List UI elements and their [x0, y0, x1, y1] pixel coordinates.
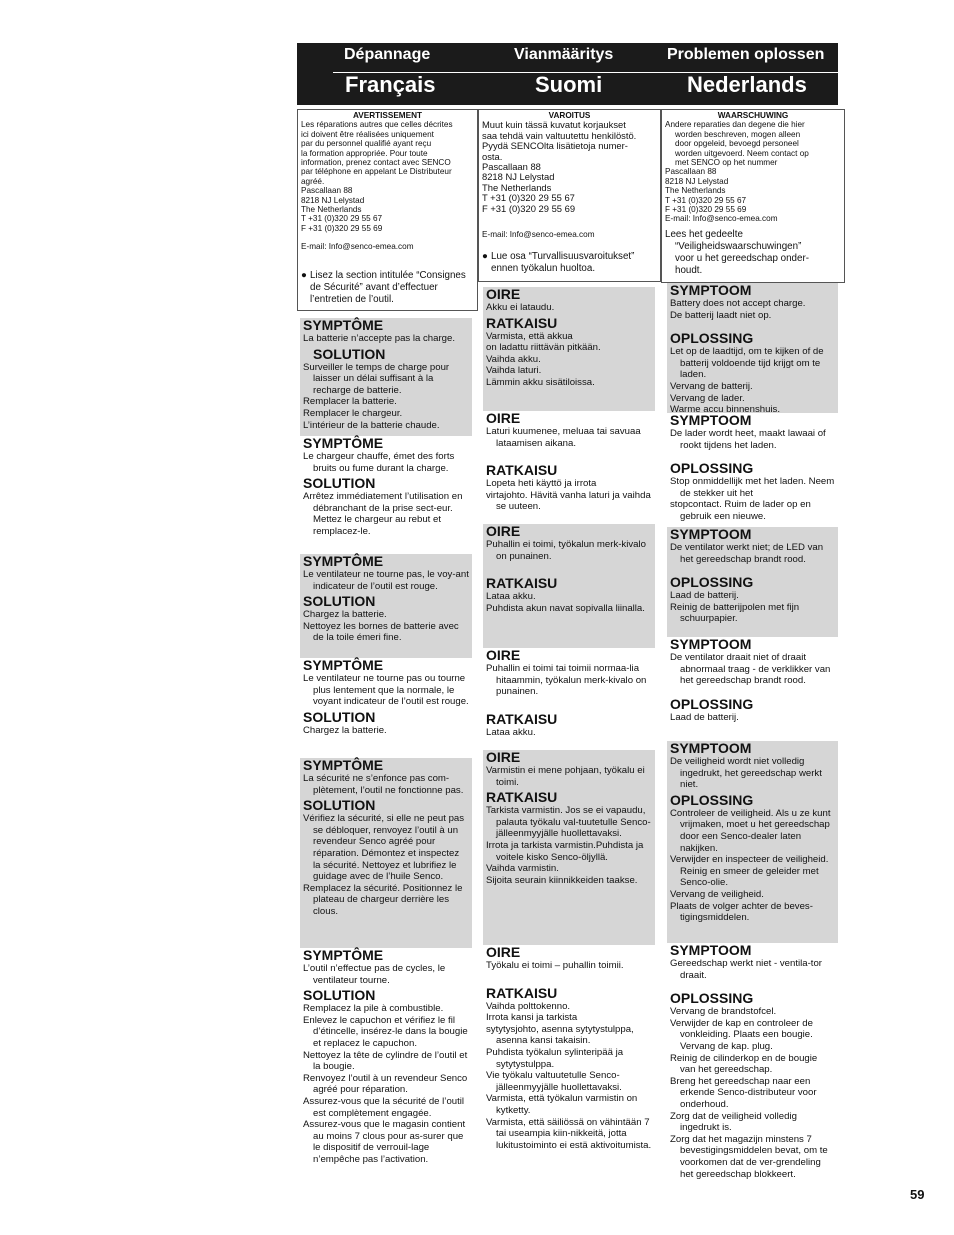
troubleshooting-entry	[667, 527, 838, 637]
warning-email: E-mail: Info@senco-emea.com	[482, 230, 595, 240]
troubleshooting-entry	[667, 282, 838, 416]
warning-line: Andere reparaties dan degene die hier	[665, 120, 805, 130]
symptom-text: Le ventilateur ne tourne pas, le voy-ant indicateur de l’outil est rouge.	[303, 569, 469, 592]
solution-heading: SOLUTION	[303, 593, 376, 610]
symptom-text: La sécurité ne s’enfonce pas com-plètement, l’outil ne fonctionne pas.	[303, 773, 464, 796]
solution-text: Plaats de volger achter de beves-tigingsmiddelen.	[670, 900, 813, 924]
warning-line: la formation appropriée. Pour toute	[301, 148, 428, 158]
solution-text: Reinig de cilinderkop en de bougie van het gereedschap.	[670, 1052, 818, 1076]
symptom-heading: OIRE	[486, 944, 521, 960]
warning-line: par téléphone en appelant Le Distributeur	[301, 167, 452, 177]
language-title-fi: Suomi	[535, 72, 603, 97]
page-header-bar	[297, 43, 838, 105]
solution-text: Lataa akku.	[486, 591, 536, 603]
troubleshooting-entry	[300, 318, 472, 436]
warning-line: osta.	[482, 150, 503, 162]
solution-text: Nettoyez la tête de cylindre de l’outil et la bougie.	[303, 1049, 468, 1073]
solution-text: L’intérieur de la batterie chaude.	[303, 419, 440, 431]
warning-line: 8218 NJ Lelystad	[665, 176, 729, 186]
solution-text: Warme accu binnenshuis.	[670, 404, 781, 416]
warning-line: F +31 (0)320 29 55 69	[301, 223, 383, 233]
symptom-text: De ventilator draait niet of draait abnormaal traag - de verklikker van het gereedschap brandt rood.	[670, 652, 831, 687]
symptom-text: Puhallin ei toimi tai toimii normaa-lia hitaammin, työkalun merk-kivalo on punainen.	[486, 663, 647, 698]
warning-email: E-mail: Info@senco-emea.com	[301, 242, 414, 252]
solution-text: Let op de laadtijd, om te kijken of de batterij voldoende tijd krijgt om te laden.	[670, 346, 824, 381]
troubleshooting-entry	[667, 741, 838, 943]
troubleshooting-entry	[483, 945, 655, 1195]
warning-line: par du personnel qualifié ayant reçu	[301, 139, 432, 149]
solution-text: Varmista, että akkua	[486, 330, 573, 342]
troubleshooting-entry	[300, 658, 472, 758]
solution-text: Vie työkalu valtuutetulle Senco-jälleenmyyjälle huollettavaksi.	[486, 1070, 622, 1093]
troubleshooting-entry	[483, 287, 655, 411]
solution-heading: SOLUTION	[303, 475, 376, 492]
symptom-heading: SYMPTOOM	[670, 740, 752, 756]
solution-text: Breng het gereedschap naar een erkende Senco-distributeur voor onderhoud.	[670, 1075, 817, 1110]
solution-text: Reinig de batterijpolen met fijn schuurpapier.	[670, 601, 800, 625]
solution-text: Controleer de veiligheid. Als u ze kunt vrijmaken, moet u het gereedschap door een Senco-dealer laten nakijken.	[670, 807, 831, 854]
section-title-nl: Problemen oplossen	[667, 46, 825, 63]
language-title-fr: Français	[345, 72, 436, 97]
symptom-heading: SYMPTOOM	[670, 412, 752, 428]
symptom-heading: OIRE	[486, 286, 521, 302]
symptom-heading: OIRE	[486, 647, 521, 663]
solution-text: Varmista, että säiliössä on vähintään 7 tai useampia kiin-nikkeitä, jotta lukitustoiminto ei estä aktivoitumista.	[486, 1116, 652, 1151]
warning-line: met SENCO op het nummer	[675, 158, 778, 168]
troubleshooting-entry	[483, 524, 655, 648]
solution-text: Assurez-vous que le magasin contient au moins 7 clous pour as-surer que le dispositif de verrouil-lage n’empêche pas l’activation.	[303, 1119, 466, 1165]
solution-heading: OPLOSSING	[670, 330, 754, 347]
warning-title-fr: AVERTISSEMENT	[353, 111, 422, 120]
symptom-text: De lader wordt heet, maakt lawaai of rookt tijdens het laden.	[670, 428, 826, 451]
solution-heading: OPLOSSING	[670, 460, 754, 477]
solution-text: Stop onmiddellijk met het laden. Neem de stekker uit het	[670, 476, 835, 499]
solution-text: Vaihda polttokenno.	[486, 1000, 571, 1012]
solution-text: Lämmin akku sisätiloissa.	[486, 376, 595, 388]
solution-text: Vervang de batterij.	[670, 380, 753, 392]
solution-heading: RATKAISU	[486, 789, 558, 806]
solution-text: Zorg dat de veiligheid volledig ingedrukt is.	[670, 1110, 797, 1134]
warning-line: F +31 (0)320 29 55 69	[482, 202, 576, 214]
troubleshooting-entry	[300, 948, 472, 1178]
troubleshooting-entry	[667, 943, 838, 1193]
warning-line: ici doivent être réalisées uniquement	[301, 129, 434, 139]
solution-text: Vaihda akku.	[486, 353, 541, 365]
troubleshooting-entry	[483, 750, 655, 945]
warning-title-nl: WAARSCHUWING	[717, 111, 789, 120]
symptom-heading: SYMPTÔME	[303, 947, 384, 963]
symptom-heading: SYMPTÔME	[303, 757, 384, 773]
warning-title-fi: VAROITUS	[548, 111, 591, 120]
solution-text: Remplacez la pile à combustible.	[303, 1003, 444, 1015]
warning-line: F +31 (0)320 29 55 69	[665, 205, 747, 215]
solution-text: Remplacer le chargeur.	[303, 407, 403, 419]
symptom-heading: SYMPTOOM	[670, 282, 752, 298]
symptom-heading: SYMPTÔME	[303, 553, 384, 569]
solution-text: sytytysjohto, asenna sytytystulppa, asenna kansi takaisin.	[486, 1023, 634, 1047]
solution-heading: RATKAISU	[486, 710, 558, 727]
warning-line: T +31 (0)320 29 55 67	[665, 195, 747, 205]
warning-note-nl: “Veiligheidswaarschuwingen”	[675, 240, 802, 252]
warning-line: agréé.	[301, 176, 325, 186]
solution-heading: SOLUTION	[303, 987, 376, 1004]
troubleshooting-entry	[300, 436, 472, 554]
symptom-text: Gereedschap werkt niet - ventila-tor draait.	[670, 958, 822, 981]
symptom-heading: SYMPTOOM	[670, 942, 752, 958]
symptom-text: De batterij laadt niet op.	[670, 309, 772, 321]
warning-line: Les réparations autres que celles décrites	[301, 120, 453, 130]
symptom-text: De veiligheid wordt niet volledig ingedrukt, het gereedschap werkt niet.	[670, 756, 822, 791]
section-title-fr: Dépannage	[344, 46, 431, 63]
symptom-text: Laturi kuumenee, meluaa tai savuaa lataamisen aikana.	[486, 426, 641, 449]
warning-line: T +31 (0)320 29 55 67	[301, 214, 383, 224]
symptom-text: Le ventilateur ne tourne pas ou tourne plus lentement que la normale, le voyant indicateur de l’outil est rouge.	[303, 673, 469, 708]
solution-text: Vaihda varmistin.	[486, 863, 559, 875]
solution-heading: RATKAISU	[486, 984, 558, 1001]
page-number: 59	[910, 1187, 925, 1202]
warning-line: door opgeleid, bevoegd personeel	[675, 139, 799, 149]
solution-text: Puhdista akun navat sopivalla liinalla.	[486, 602, 645, 614]
solution-text: stopcontact. Ruim de lader op en gebruik een nieuwe.	[670, 499, 811, 522]
troubleshooting-entry	[300, 554, 472, 658]
troubleshooting-entry	[483, 411, 655, 524]
symptom-text: Le chargeur chauffe, émet des forts bruits ou fume durant la charge.	[303, 451, 455, 474]
warning-box-fi	[478, 109, 661, 282]
solution-text: Remplacer la batterie.	[303, 396, 397, 408]
solution-text: Laad de batterij.	[670, 711, 739, 723]
solution-text: Verwijder de kap en controleer de vonkleiding. Plaats een bougie. Vervang de kap. plug.	[670, 1017, 813, 1052]
solution-text: Lopeta heti käyttö ja irrota	[486, 478, 597, 490]
warning-note-nl: Lees het gedeelte	[665, 228, 743, 240]
symptom-text: Battery does not accept charge.	[670, 298, 806, 309]
symptom-text: Työkalu ei toimi – puhallin toimii.	[486, 960, 624, 971]
solution-text: Puhdista työkalun sylinteripää ja sytytystulppa.	[486, 1046, 624, 1070]
solution-text: Assurez-vous que la sécurité de l’outil est complètement engagée.	[303, 1095, 465, 1119]
warning-line: saa tehdä vain valtuutettu henkilöstö.	[482, 129, 637, 141]
warning-box-fr	[297, 109, 478, 311]
symptom-heading: SYMPTOOM	[670, 636, 752, 652]
solution-text: Lataa akku.	[486, 726, 536, 738]
solution-text: Arrêtez immédiatement l’utilisation en débranchant de la prise sect-eur. Mettez le chargeur au rebut et remplacez-le.	[303, 491, 463, 537]
troubleshooting-entry	[667, 637, 838, 741]
warning-note-nl: voor u het gereedschap onder-	[675, 252, 809, 264]
warning-line: worden uitgevoerd. Neem contact op	[675, 148, 809, 158]
symptom-heading: SYMPTÔME	[303, 657, 384, 673]
symptom-heading: SYMPTÔME	[303, 435, 384, 451]
warning-line: The Netherlands	[665, 186, 726, 196]
warning-note-fr: ● Lisez la section intitulée “Consignes de Sécurité” avant d’effectuer l’entretien de l’outil.	[301, 270, 472, 306]
solution-text: Nettoyez les bornes de batterie avec de la toile émeri fine.	[303, 620, 459, 644]
solution-text: Enlevez le capuchon et vérifiez le fil d’étincelle, insérez-le dans la bougie et replacez le capuchon.	[303, 1014, 468, 1049]
warning-note-nl: houdt.	[675, 264, 703, 276]
solution-heading: OPLOSSING	[670, 574, 754, 591]
solution-heading: RATKAISU	[486, 575, 558, 592]
symptom-heading: SYMPTÔME	[303, 317, 384, 333]
troubleshooting-entry	[300, 758, 472, 948]
solution-text: Renvoyez l’outil à un revendeur Senco agréé pour réparation.	[303, 1072, 468, 1096]
solution-text: Chargez la batterie.	[303, 609, 387, 621]
solution-heading: SOLUTION	[303, 708, 376, 725]
symptom-text: La batterie n’accepte pas la charge.	[303, 333, 456, 344]
section-title-fi: Vianmääritys	[514, 46, 614, 63]
troubleshooting-entry	[483, 648, 655, 750]
symptom-text: Puhallin ei toimi, työkalun merk-kivalo on punainen.	[486, 539, 646, 562]
warning-line: E-mail: Info@senco-emea.com	[665, 214, 778, 224]
solution-text: Laad de batterij.	[670, 590, 739, 602]
solution-text: Zorg dat het magazijn minstens 7 bevestigingsmiddelen bevat, om te voorkomen dat de ver-grendeling het gereedschap blokkeert.	[670, 1133, 828, 1180]
solution-heading: RATKAISU	[486, 462, 558, 479]
warning-line: 8218 NJ Lelystad	[482, 171, 555, 183]
warning-line: Pascallaan 88	[301, 186, 353, 196]
warning-line: The Netherlands	[482, 181, 552, 193]
solution-heading: OPLOSSING	[670, 990, 754, 1007]
solution-text: Chargez la batterie.	[303, 724, 387, 736]
solution-text: Varmista, että työkalun varmistin on kytketty.	[486, 1093, 638, 1116]
symptom-heading: SYMPTOOM	[670, 526, 752, 542]
solution-text: Tarkista varmistin. Jos se ei vapaudu, palauta työkalu val-tuutetulle Senco-jälleenmyyjälle huollettavaksi.	[486, 805, 651, 840]
warning-line: information, prenez contact avec SENCO	[301, 158, 451, 168]
warning-box-nl	[661, 109, 845, 283]
symptom-text: Akku ei lataudu.	[486, 302, 555, 313]
troubleshooting-entry	[667, 413, 838, 527]
solution-text: virtajohto. Hävitä vanha laturi ja vaihda se uuteen.	[486, 489, 651, 513]
symptom-heading: OIRE	[486, 749, 521, 765]
warning-line: The Netherlands	[301, 205, 362, 215]
warning-line: 8218 NJ Lelystad	[301, 195, 365, 205]
solution-text: on ladattu riittävän pitkään.	[486, 342, 601, 354]
warning-note-fi: ● Lue osa “Turvallisuusvaroitukset” ennen työkalun huoltoa.	[482, 251, 659, 275]
solution-text: Vérifiez la sécurité, si elle ne peut pas se débloquer, renvoyez l’outil à un revendeur Senco agréé pour réparation. Démontez et inspectez la sécurité. Nettoyez et lubrifiez le guidage avec de l’huile Senco.	[303, 813, 465, 883]
solution-heading: OPLOSSING	[670, 695, 754, 712]
warning-line: T +31 (0)320 29 55 67	[482, 192, 575, 204]
solution-heading: OPLOSSING	[670, 791, 754, 808]
solution-text: Vaihda laturi.	[486, 365, 542, 377]
symptom-heading: OIRE	[486, 410, 521, 426]
language-title-nl: Nederlands	[687, 72, 807, 97]
solution-text: Vervang de lader.	[670, 392, 745, 404]
solution-text: Vervang de veiligheid.	[670, 888, 764, 900]
warning-line: Pascallaan 88	[482, 161, 541, 173]
solution-text: Irrota ja tarkista varmistin.Puhdista ja voitele kisko Senco-öljyllä.	[486, 839, 644, 863]
solution-text: Vervang de brandstofcel.	[670, 1006, 777, 1018]
symptom-text: Varmistin ei mene pohjaan, työkalu ei toimi.	[486, 765, 645, 788]
solution-text: Sijoita seurain kiinnikkeiden taakse.	[486, 874, 638, 886]
symptom-heading: OIRE	[486, 523, 521, 539]
symptom-text: De ventilator werkt niet; de LED van het gereedschap brandt rood.	[670, 542, 824, 565]
solution-heading: SOLUTION	[303, 797, 376, 814]
warning-line: Pascallaan 88	[665, 167, 717, 177]
solution-heading: SOLUTION	[313, 345, 386, 362]
warning-line: Muut kuin tässä kuvatut korjaukset	[482, 119, 626, 131]
warning-line: Pyydä SENCOlta lisätietoja numer-	[482, 140, 628, 152]
solution-heading: RATKAISU	[486, 314, 558, 331]
warning-line: worden beschreven, mogen alleen	[675, 129, 801, 139]
symptom-text: L’outil n’effectue pas de cycles, le ventilateur tourne.	[303, 963, 446, 986]
solution-text: Verwijder en inspecteer de veiligheid. Reinig en smeer de geleider met Senco-olie.	[670, 854, 829, 889]
solution-text: Surveiller le temps de charge pour laisser un délai suffisant à la recharge de batterie.	[303, 361, 450, 396]
solution-text: Irrota kansi ja tarkista	[486, 1012, 578, 1024]
solution-text: Remplacez la sécurité. Positionnez le plateau de chargeur derrière les clous.	[303, 882, 463, 917]
